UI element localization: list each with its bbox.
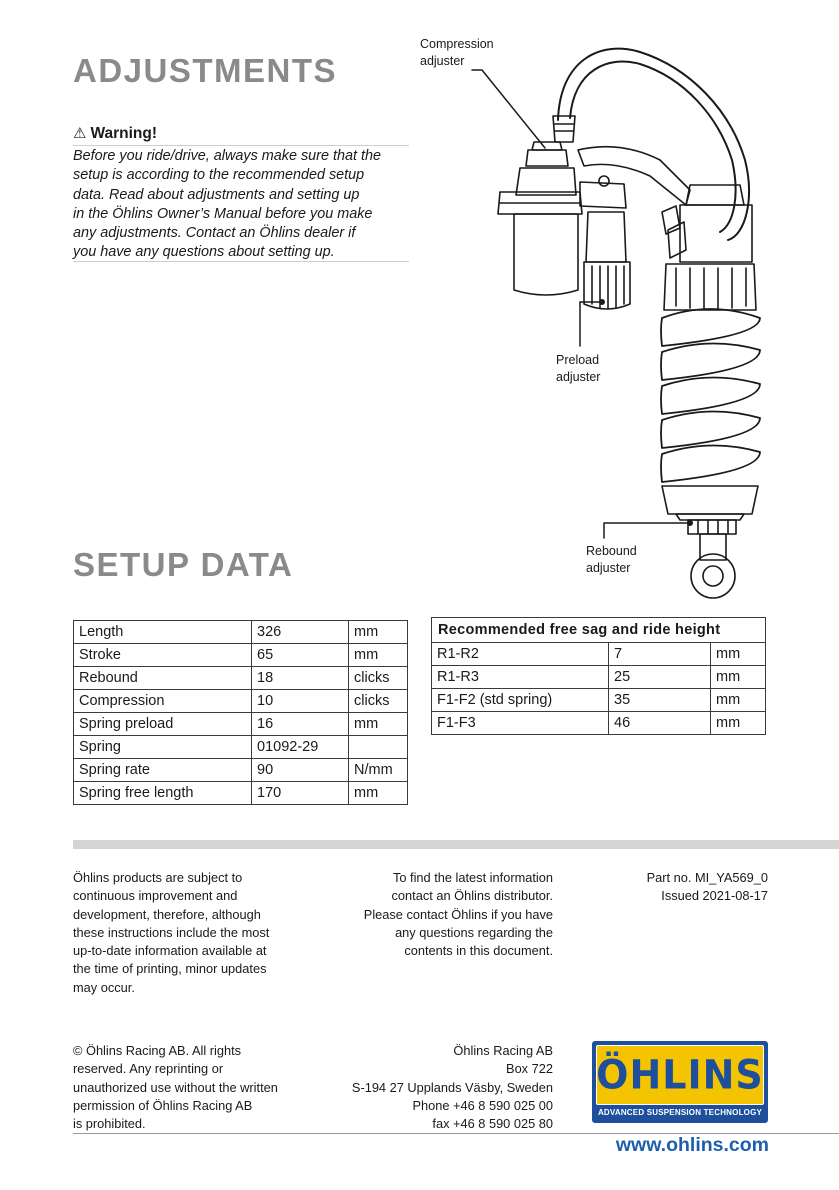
preload-adjuster-label	[556, 352, 600, 386]
table-cell: mm	[711, 643, 766, 666]
table-cell: 90	[252, 759, 349, 782]
shock-absorber-illustration	[420, 30, 839, 600]
table-cell: 65	[252, 644, 349, 667]
table-cell: 10	[252, 690, 349, 713]
table-cell: Spring preload	[74, 713, 252, 736]
table-cell: 170	[252, 782, 349, 805]
logo-tagline: ADVANCED SUSPENSION TECHNOLOGY	[597, 1108, 763, 1117]
text-line: these instructions include the most	[73, 924, 270, 940]
table-header-row	[432, 618, 766, 643]
website-link[interactable]: www.ohlins.com	[615, 1134, 769, 1156]
text-line: unauthorized use without the written	[73, 1079, 278, 1095]
table-cell: mm	[349, 621, 408, 644]
table-cell: mm	[711, 689, 766, 712]
copyright-notice	[73, 1042, 323, 1133]
table-cell	[349, 736, 408, 759]
part-number: Part no. MI_YA569_0	[646, 870, 768, 885]
table-cell: 01092-29	[252, 736, 349, 759]
table-cell: Rebound	[74, 667, 252, 690]
table-cell: Spring rate	[74, 759, 252, 782]
callout-line: Compression	[420, 37, 494, 51]
table-cell: mm	[349, 713, 408, 736]
part-number-block	[588, 869, 768, 906]
rebound-adjuster-label	[586, 543, 637, 577]
text-line: contents in this document.	[404, 943, 553, 959]
table-cell: Compression	[74, 690, 252, 713]
warning-title	[73, 124, 409, 146]
warning-divider	[73, 261, 409, 262]
table-cell: 326	[252, 621, 349, 644]
company-address	[303, 1042, 553, 1133]
table-cell: 18	[252, 667, 349, 690]
text-line: To find the latest information	[392, 870, 553, 885]
text-line: may occur.	[73, 979, 135, 995]
logo-wordmark: ÖHLINS	[596, 1051, 764, 1099]
text-line: Öhlins products are subject to	[73, 870, 243, 885]
table-cell: F1-F3	[432, 712, 609, 735]
table-cell: R1-R2	[432, 643, 609, 666]
free-sag-table-title: Recommended free sag and ride height	[432, 618, 766, 643]
table-cell: N/mm	[349, 759, 408, 782]
adjustments-heading: ADJUSTMENTS	[73, 52, 338, 89]
table-row	[74, 621, 408, 644]
table-cell: Stroke	[74, 644, 252, 667]
table-cell: mm	[349, 782, 408, 805]
table-row	[74, 782, 408, 805]
table-row	[74, 759, 408, 782]
table-row	[74, 644, 408, 667]
table-cell: mm	[349, 644, 408, 667]
improvement-notice	[73, 869, 323, 997]
warning-triangle-icon: ⚠	[73, 125, 87, 142]
table-cell: mm	[711, 666, 766, 689]
free-sag-table	[431, 617, 766, 735]
callout-line: Rebound	[586, 544, 637, 558]
table-cell: Spring free length	[74, 782, 252, 805]
text-line: Öhlins Racing AB	[453, 1043, 553, 1058]
text-line: Phone +46 8 590 025 00	[412, 1097, 553, 1113]
table-cell: 16	[252, 713, 349, 736]
text-line: Please contact Öhlins if you have	[363, 906, 553, 922]
warning-text	[73, 147, 413, 263]
table-row	[74, 690, 408, 713]
callout-line: Preload	[556, 353, 600, 367]
text-line: the time of printing, minor updates	[73, 961, 267, 977]
warning-line: you have any questions about setting up.	[73, 244, 335, 261]
setup-data-heading: SETUP DATA	[73, 546, 294, 583]
compression-adjuster-label	[420, 36, 494, 70]
table-cell: clicks	[349, 690, 408, 713]
text-line: development, therefore, although	[73, 906, 261, 922]
text-line: up-to-date information available at	[73, 943, 267, 959]
distributor-notice	[322, 869, 553, 960]
table-row	[432, 712, 766, 735]
table-cell: clicks	[349, 667, 408, 690]
table-cell: mm	[711, 712, 766, 735]
table-cell: 25	[609, 666, 711, 689]
text-line: any questions regarding the	[395, 924, 553, 940]
callout-line: adjuster	[420, 54, 465, 68]
table-row	[432, 689, 766, 712]
text-line: continuous improvement and	[73, 888, 238, 904]
warning-line: any adjustments. Contact an Öhlins dealer if	[73, 225, 356, 242]
table-row	[74, 713, 408, 736]
text-line: © Öhlins Racing AB. All rights	[73, 1043, 242, 1058]
text-line: is prohibited.	[73, 1116, 146, 1132]
callout-line: adjuster	[556, 370, 601, 384]
table-row	[432, 666, 766, 689]
table-cell: 7	[609, 643, 711, 666]
table-cell: 35	[609, 689, 711, 712]
text-line: contact an Öhlins distributor.	[391, 888, 553, 904]
setup-data-table	[73, 620, 408, 805]
table-cell: Spring	[74, 736, 252, 759]
text-line: S-194 27 Upplands Väsby, Sweden	[351, 1079, 553, 1095]
table-cell: F1-F2 (std spring)	[432, 689, 609, 712]
table-row	[74, 736, 408, 759]
callout-line: adjuster	[586, 561, 631, 575]
text-line: Box 722	[506, 1061, 553, 1077]
table-cell: Length	[74, 621, 252, 644]
ohlins-logo	[592, 1041, 768, 1123]
warning-line: Before you ride/drive, always make sure that the	[73, 148, 381, 164]
table-cell: R1-R3	[432, 666, 609, 689]
warning-line: setup is according to the recommended setup	[73, 167, 365, 184]
warning-line: data. Read about adjustments and setting up	[73, 186, 360, 203]
warning-line: in the Öhlins Owner’s Manual before you make	[73, 205, 373, 222]
section-divider-bar	[73, 840, 839, 849]
issue-date: Issued 2021-08-17	[661, 888, 768, 904]
text-line: permission of Öhlins Racing AB	[73, 1097, 253, 1113]
text-line: reserved. Any reprinting or	[73, 1061, 224, 1077]
text-line: fax +46 8 590 025 80	[432, 1116, 553, 1132]
warning-title-text: Warning!	[90, 125, 158, 142]
table-cell: 46	[609, 712, 711, 735]
table-row	[74, 667, 408, 690]
table-row	[432, 643, 766, 666]
